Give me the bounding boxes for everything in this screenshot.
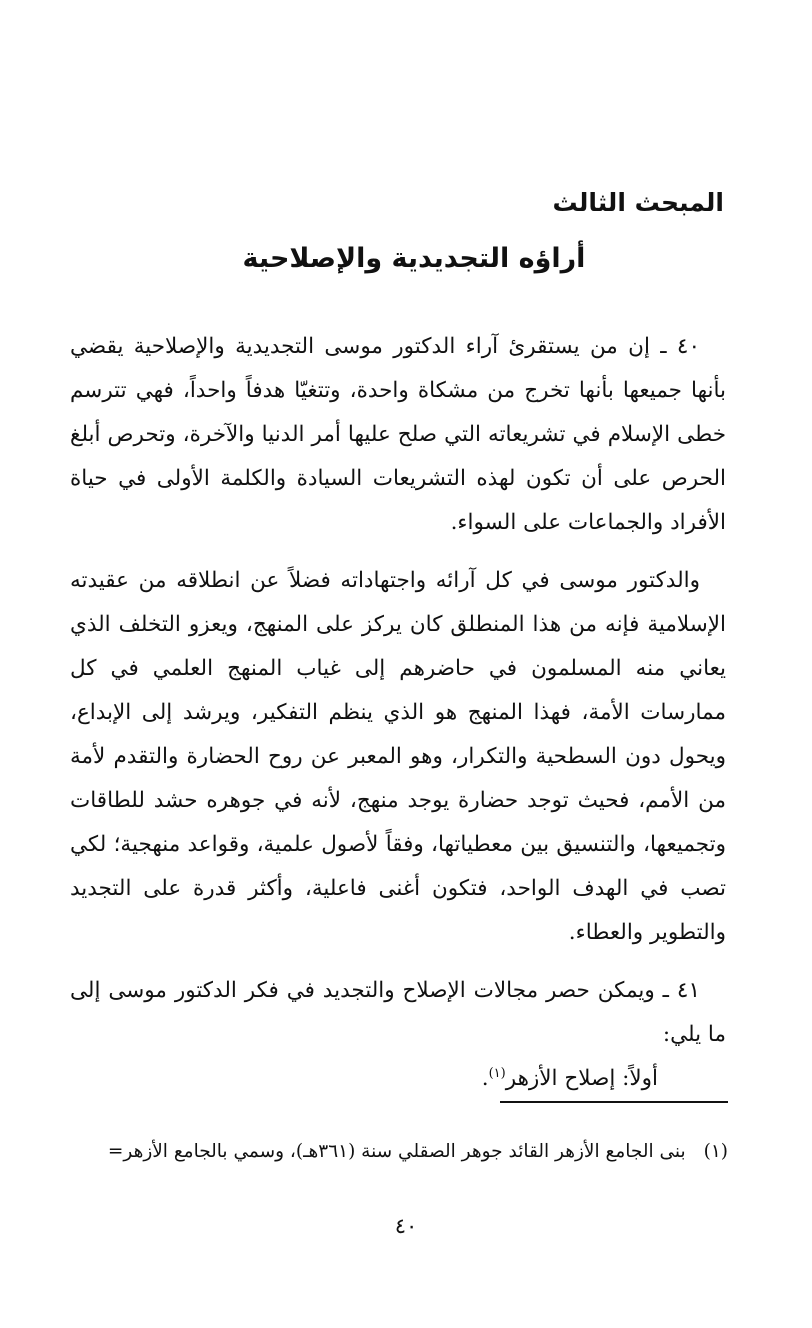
page-number: ٤٠: [394, 1214, 418, 1238]
chapter-title: أراؤه التجديدية والإصلاحية: [242, 243, 586, 274]
paragraph-40: ٤٠ ـ إن من يستقرئ آراء الدكتور موسى التجديدية والإصلاحية يقضي بأنها جميعها بأنها تخرج من مشكاة واحدة، وتتغيّا هدفاً واحداً، فهي تترسم خطى الإسلام في تشريعاته التي صلح عليها أمر الدنيا والآخرة، وتحرص أبلغ الحرص على أن تكون لهذه التشريعات السيادة والكلمة الأولى في حياة الأفراد والجماعات على السواء.: [70, 334, 726, 535]
footnote: [64, 1134, 728, 1170]
footnote-reference[interactable]: (١): [488, 1065, 506, 1081]
paragraph-41: ٤١ ـ ويمكن حصر مجالات الإصلاح والتجديد في فكر الدكتور موسى إلى ما يلي:: [70, 978, 726, 1047]
footnote-marker: (١): [703, 1141, 728, 1162]
paragraph-continuation: والدكتور موسى في كل آرائه واجتهاداته فضلاً عن انطلاقه من عقيدته الإسلامية فإنه من هذا المنطلق كان يركز على المنهج، ويعزو التخلف الذي يعاني منه المسلمون في حاضرهم إلى غياب المنهج العلمي في كل ممارسات الأمة، فهذا المنهج هو الذي ينظم التفكير، ويرشد إلى الإبداع، ويحول دون السطحية والتكرار، وهو المعبر عن روح الحضارة والتقدم لأمة من الأمم، فحيث توجد حضارة يوجد منهج، لأنه في جوهره حشد للطاقات وتجميعها، والتنسيق بين معطياتها، وفقاً لأصول علمية، وقواعد منهجية؛ لكي تصب في الهدف الواحد، فتكون أغنى فاعلية، وأكثر قدرة على التجديد والتطوير والعطاء.: [70, 568, 726, 945]
body-text: [70, 325, 726, 1101]
list-item-first: [70, 1057, 726, 1101]
footnote-divider: [500, 1101, 728, 1103]
list-item-end: .: [481, 1066, 489, 1091]
footnote-text: بنى الجامع الأزهر القائد جوهر الصقلي سنة (٣٦١هـ)، وسمي بالجامع الأزهر=: [107, 1141, 686, 1162]
section-label: المبحث الثالث: [552, 188, 724, 217]
list-item-text: أولاً: إصلاح الأزهر: [505, 1066, 658, 1091]
